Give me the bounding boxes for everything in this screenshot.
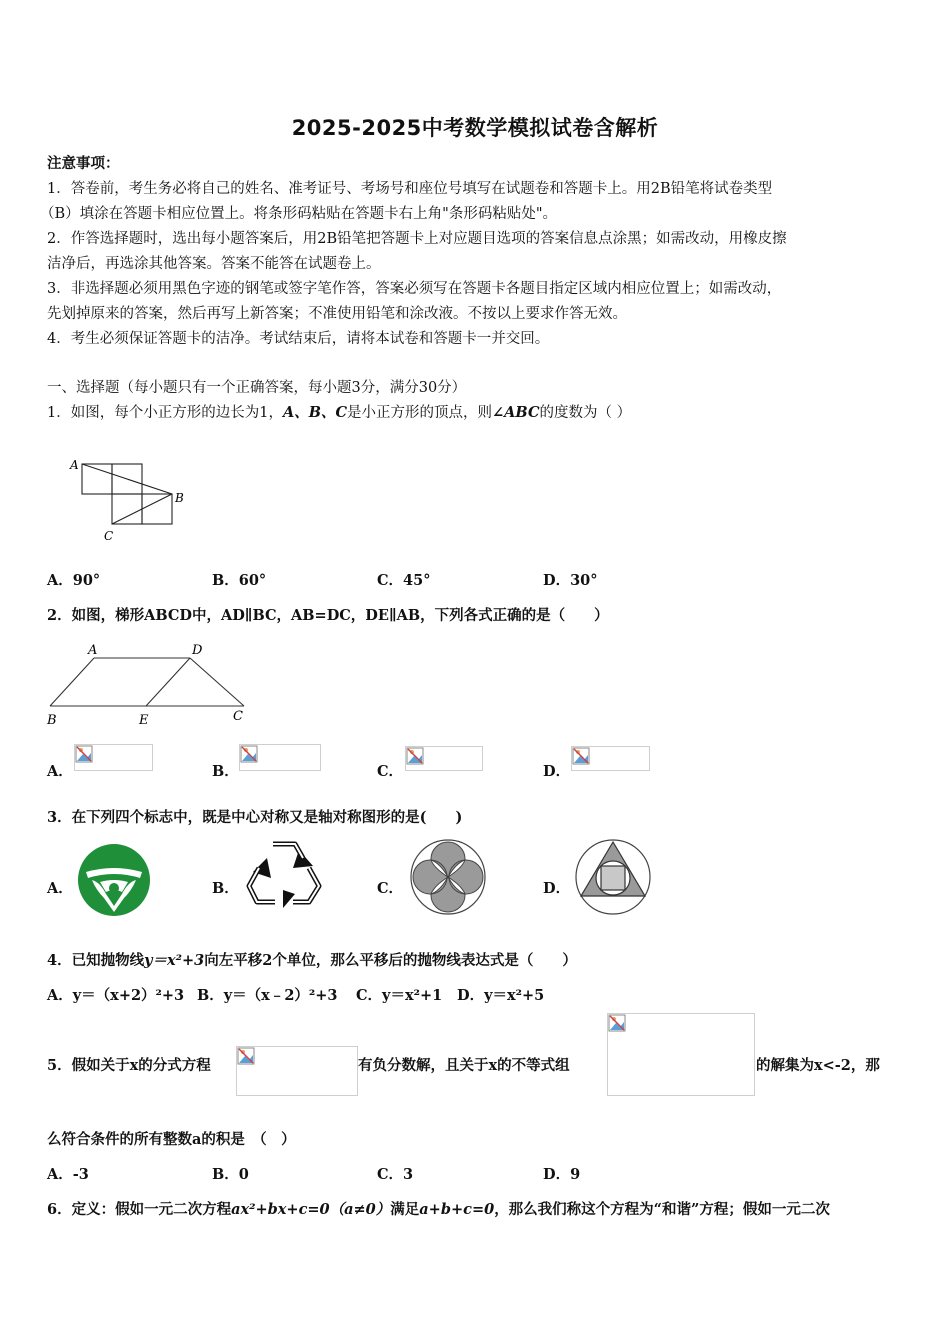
notice-line: 2．作答选择题时，选出每小题答案后，用2B铅笔把答题卡上对应题目选项的答案信息点涂黑；如需改动，用橡皮擦 bbox=[47, 231, 787, 247]
question-text: 的度数为（ ） bbox=[539, 405, 632, 421]
notice-heading: 注意事项： bbox=[47, 155, 120, 172]
option-c: C．3 bbox=[377, 1166, 414, 1183]
equation: ax²+bx+c=0（a≠0） bbox=[231, 1201, 391, 1218]
label-d: D bbox=[192, 643, 203, 658]
broken-image bbox=[236, 1046, 358, 1096]
option-d: D．9 bbox=[543, 1166, 581, 1183]
question-5-part1: 5．假如关于x的分式方程 bbox=[47, 1057, 211, 1074]
question-2: 2．如图，梯形ABCD中，AD∥BC，AB=DC，DE∥AB，下列各式正确的是（ ） bbox=[47, 607, 609, 624]
option-c: C．y＝x²+1 bbox=[356, 987, 443, 1004]
option-c: C． bbox=[377, 763, 404, 780]
broken-image-icon bbox=[75, 745, 93, 763]
option-a: A．y＝（x+2）²+3 bbox=[47, 987, 185, 1004]
option-b: B．0 bbox=[212, 1166, 249, 1183]
label-b: B bbox=[175, 491, 184, 505]
option-b: B．60° bbox=[212, 572, 267, 589]
option-d: D．y＝x²+5 bbox=[457, 987, 545, 1004]
question-text: 向左平移2个单位，那么平移后的抛物线表达式是（ ） bbox=[204, 952, 577, 969]
point-names: A、B、C bbox=[282, 404, 348, 421]
equation: a+b+c=0 bbox=[419, 1201, 495, 1218]
option-c: C．45° bbox=[377, 572, 431, 589]
broken-image-icon bbox=[572, 747, 590, 765]
question-3: 3．在下列四个标志中，既是中心对称又是轴对称图形的是( ) bbox=[47, 809, 463, 826]
broken-image bbox=[74, 744, 153, 771]
grid-figure bbox=[62, 452, 197, 544]
angle-name: ∠ABC bbox=[492, 404, 540, 421]
broken-image-icon bbox=[406, 747, 424, 765]
notice-line: （B）填涂在答题卡相应位置上。将条形码粘贴在答题卡右上角"条形码粘贴处"。 bbox=[40, 206, 557, 222]
option-c: C． bbox=[377, 880, 404, 897]
notice-line: 洁净后，再选涂其他答案。答案不能答在试题卷上。 bbox=[47, 256, 381, 272]
option-b: B．y＝（x﹣2）²+3 bbox=[197, 987, 338, 1004]
label-c: C bbox=[104, 529, 114, 543]
broken-image-icon bbox=[608, 1014, 626, 1032]
triangle-circle-icon bbox=[573, 838, 653, 916]
question-5-part3: 的解集为x<-2，那 bbox=[756, 1057, 880, 1074]
option-a: A．-3 bbox=[47, 1166, 89, 1183]
notice-line: 4．考生必须保证答题卡的洁净。考试结束后，请将本试卷和答题卡一并交回。 bbox=[47, 331, 550, 347]
broken-image-icon bbox=[237, 1047, 255, 1065]
label-a: A bbox=[70, 458, 79, 472]
broken-image bbox=[571, 746, 650, 771]
question-text: 定义：假如一元二次方程 bbox=[71, 1201, 232, 1218]
notice-line: 先划掉原来的答案，然后再写上新答案；不准使用铅笔和涂改液。不按以上要求作答无效。 bbox=[47, 306, 627, 322]
four-circles-icon bbox=[408, 838, 488, 916]
broken-image bbox=[607, 1013, 755, 1096]
option-b: B． bbox=[212, 763, 239, 780]
question-text: 是小正方形的顶点，则 bbox=[347, 405, 493, 421]
label-c: C bbox=[233, 709, 243, 724]
question-text: 满足 bbox=[390, 1201, 420, 1218]
recycle-icon bbox=[243, 836, 325, 916]
question-number: 6． bbox=[47, 1201, 72, 1218]
broken-image-icon bbox=[240, 745, 258, 763]
label-a: A bbox=[88, 643, 98, 658]
option-d: D． bbox=[543, 763, 571, 780]
question-6 bbox=[47, 1198, 830, 1219]
broken-image bbox=[405, 746, 483, 771]
question-number: 4． bbox=[47, 952, 72, 969]
page-title: 2025-2025中考数学模拟试卷含解析 bbox=[291, 116, 659, 140]
option-a: A．90° bbox=[47, 572, 101, 589]
label-b: B bbox=[47, 713, 57, 728]
option-a: A． bbox=[47, 763, 73, 780]
option-b: B． bbox=[212, 880, 239, 897]
question-text: ，那么我们称这个方程为“和谐”方程；假如一元二次 bbox=[494, 1201, 830, 1218]
notice-line: 1．答卷前，考生务必将自己的姓名、准考证号、考场号和座位号填写在试题卷和答题卡上。用2B铅笔将试卷类型 bbox=[47, 181, 773, 197]
section-heading: 一、选择题（每小题只有一个正确答案，每小题3分，满分30分） bbox=[47, 380, 467, 396]
question-4 bbox=[47, 949, 577, 970]
question-5-line2: 么符合条件的所有整数a的积是 （ ） bbox=[47, 1131, 296, 1148]
question-number: 1． bbox=[47, 405, 71, 421]
option-d: D． bbox=[543, 880, 571, 897]
question-text: 如图，每个小正方形的边长为1， bbox=[70, 405, 283, 421]
question-text: 已知抛物线 bbox=[71, 952, 145, 969]
question-5-part2: 有负分数解，且关于x的不等式组 bbox=[358, 1057, 570, 1074]
trapezoid-figure bbox=[44, 638, 250, 730]
equation: y＝x²+3 bbox=[144, 952, 205, 969]
notice-line: 3．非选择题必须用黑色字迹的钢笔或签字笔作答，答案必须写在答题卡各题目指定区域内相应位置上；如需改动， bbox=[47, 281, 782, 297]
option-d: D．30° bbox=[543, 572, 598, 589]
green-logo-icon bbox=[76, 842, 152, 918]
question-1 bbox=[47, 401, 631, 422]
option-a: A． bbox=[47, 880, 73, 897]
label-e: E bbox=[139, 713, 149, 728]
broken-image bbox=[239, 744, 321, 771]
